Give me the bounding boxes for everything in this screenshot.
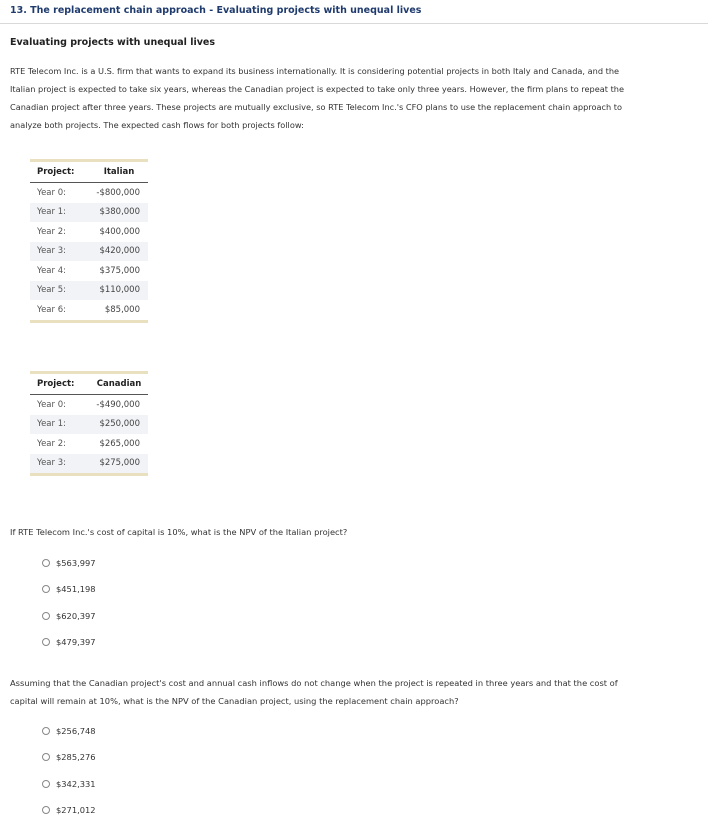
table-row [30, 261, 148, 281]
option-label: $256,748 [56, 726, 96, 736]
canadian-cash-flow-table [30, 371, 148, 476]
radio-button-icon[interactable] [42, 727, 50, 735]
cash-flow-value: -$490,000 [96, 399, 140, 410]
q1-option-1[interactable] [42, 558, 96, 568]
table-row [30, 434, 148, 454]
year-label: Year 4: [37, 265, 66, 276]
year-label: Year 3: [37, 246, 66, 257]
table-row [30, 183, 148, 203]
option-label: $479,397 [56, 637, 96, 647]
option-label: $620,397 [56, 611, 96, 621]
q1-option-4[interactable] [42, 637, 96, 647]
project-header: Project: [37, 167, 75, 177]
table-row [30, 415, 148, 435]
table-header [30, 162, 148, 183]
radio-button-icon[interactable] [42, 585, 50, 593]
radio-button-icon[interactable] [42, 806, 50, 814]
project-header: Project: [37, 379, 75, 389]
q1-option-2[interactable] [42, 584, 96, 594]
question-title: 13. The replacement chain approach - Evaluating projects with unequal lives [10, 5, 422, 16]
option-label: $451,198 [56, 584, 96, 594]
section-title: Evaluating projects with unequal lives [10, 37, 215, 48]
intro-paragraph [10, 62, 700, 134]
table-row [30, 203, 148, 223]
table-row [30, 281, 148, 301]
canadian-header: Canadian [96, 379, 142, 389]
radio-button-icon[interactable] [42, 780, 50, 788]
q2-option-1[interactable] [42, 726, 96, 736]
table-header [30, 374, 148, 395]
cash-flow-value: -$800,000 [96, 187, 140, 198]
intro-line: Canadian project after three years. These projects are mutually exclusive, so RTE Telecom Inc.'s CFO plans to use the replacement chain approach to [10, 102, 623, 112]
cash-flow-value: $110,000 [99, 285, 140, 296]
year-label: Year 1: [37, 419, 66, 430]
cash-flow-value: $380,000 [99, 207, 140, 218]
q2-option-2[interactable] [42, 752, 96, 762]
cash-flow-value: $400,000 [99, 226, 140, 237]
question-1-text: If RTE Telecom Inc.'s cost of capital is 10%, what is the NPV of the Italian project? [10, 527, 348, 537]
year-label: Year 0: [37, 187, 66, 198]
radio-button-icon[interactable] [42, 638, 50, 646]
q2-option-3[interactable] [42, 779, 96, 789]
option-label: $271,012 [56, 805, 96, 815]
radio-button-icon[interactable] [42, 612, 50, 620]
option-label: $285,276 [56, 752, 96, 762]
table-row [30, 454, 148, 474]
year-label: Year 5: [37, 285, 66, 296]
year-label: Year 1: [37, 207, 66, 218]
question-line: Assuming that the Canadian project's cost and annual cash inflows do not change when the project is repeated in three years and that the cost of [10, 678, 618, 688]
option-label: $563,997 [56, 558, 96, 568]
table-row [30, 395, 148, 415]
year-label: Year 6: [37, 304, 66, 315]
table-row [30, 242, 148, 262]
option-label: $342,331 [56, 779, 96, 789]
year-label: Year 2: [37, 438, 66, 449]
radio-button-icon[interactable] [42, 753, 50, 761]
intro-line: analyze both projects. The expected cash flows for both projects follow: [10, 120, 304, 130]
cash-flow-value: $375,000 [99, 265, 140, 276]
q2-option-4[interactable] [42, 805, 96, 815]
question-line: capital will remain at 10%, what is the NPV of the Canadian project, using the replacement chain approach? [10, 696, 459, 706]
radio-button-icon[interactable] [42, 559, 50, 567]
year-label: Year 2: [37, 226, 66, 237]
italian-header: Italian [103, 167, 135, 177]
cash-flow-value: $250,000 [99, 419, 140, 430]
cash-flow-value: $275,000 [99, 458, 140, 469]
cash-flow-value: $420,000 [99, 246, 140, 257]
italian-cash-flow-table [30, 159, 148, 323]
table-row [30, 222, 148, 242]
intro-line: Italian project is expected to take six years, whereas the Canadian project is expected to take only three years. However, the firm plans to repeat the [10, 84, 625, 94]
table-row [30, 300, 148, 320]
year-label: Year 0: [37, 399, 66, 410]
q1-option-3[interactable] [42, 611, 96, 621]
cash-flow-value: $85,000 [104, 304, 140, 315]
question-2-text [10, 674, 690, 710]
title-divider [0, 23, 708, 24]
year-label: Year 3: [37, 458, 66, 469]
intro-line: RTE Telecom Inc. is a U.S. firm that wants to expand its business internationally. It is considering potential projects in both Italy and Canada, and the [10, 66, 620, 76]
cash-flow-value: $265,000 [99, 438, 140, 449]
